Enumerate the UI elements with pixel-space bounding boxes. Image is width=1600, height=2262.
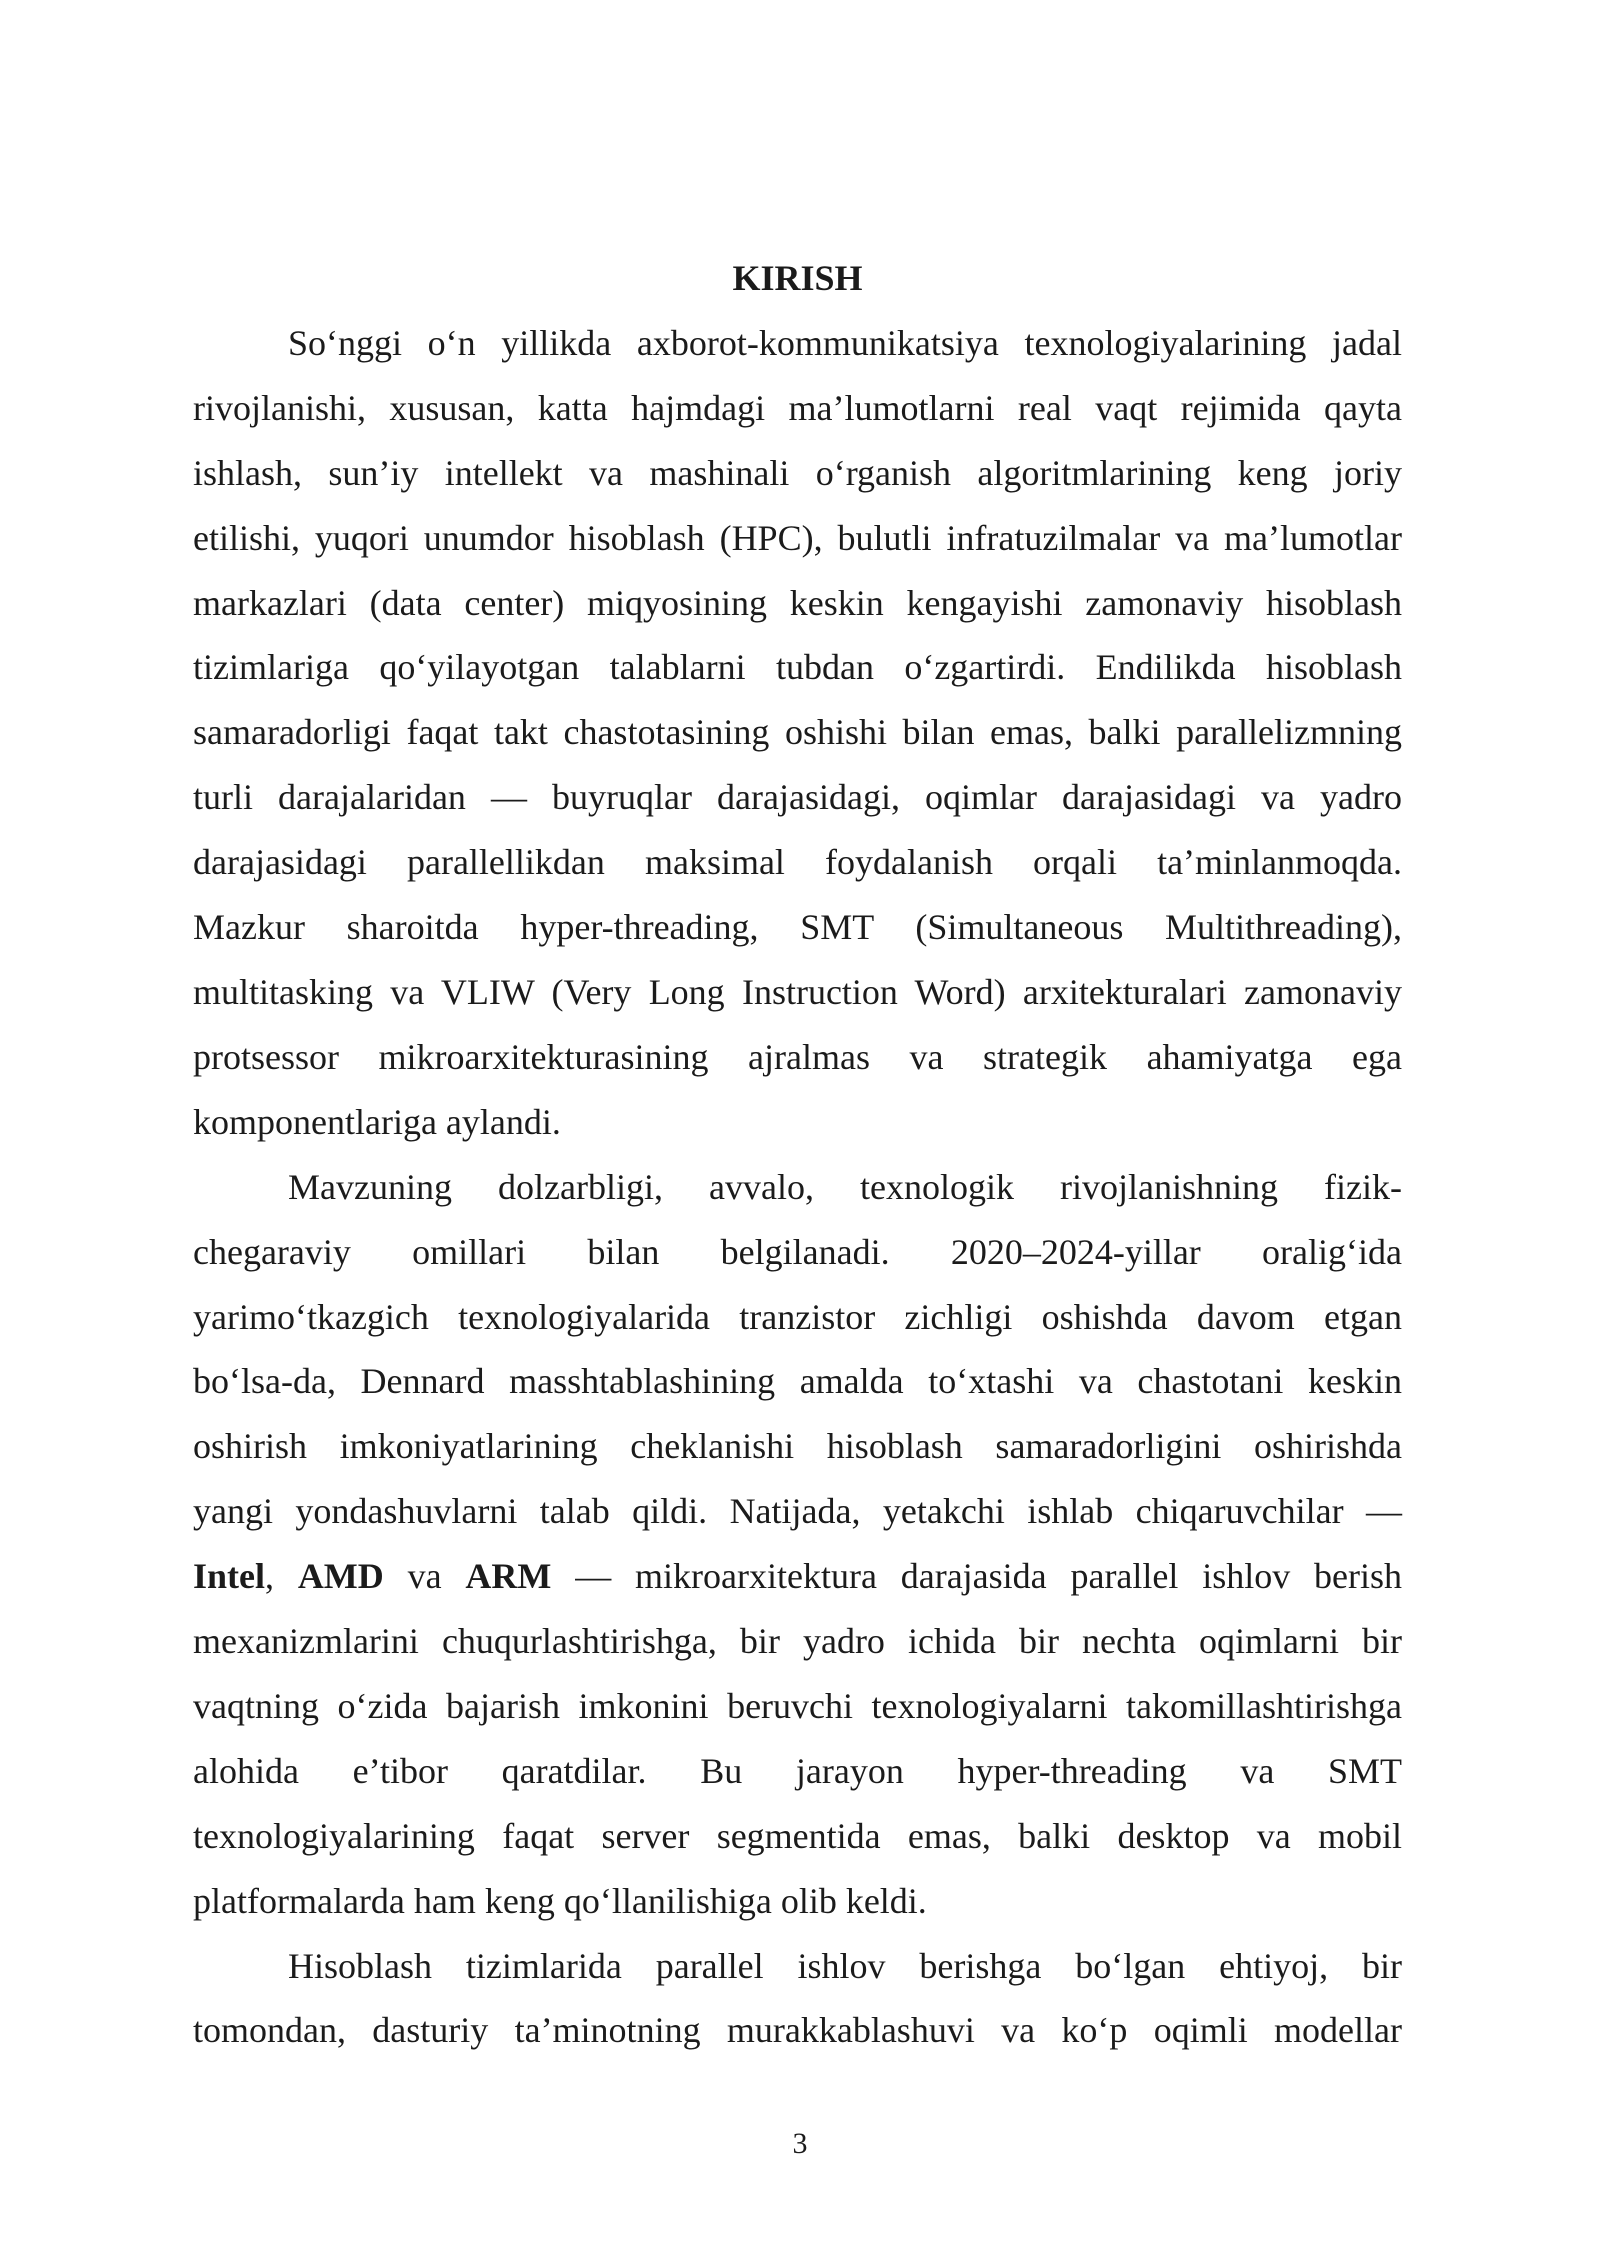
text-line: yarimo‘tkazgich texnologiyalarida tranzistor zichligi oshishda davom etgan (193, 1296, 1402, 1337)
text-line: Mavzuning dolzarbligi, avvalo, texnologik rivojlanishning fizik- (288, 1166, 1402, 1207)
text-line: darajasidagi parallellikdan maksimal foydalanish orqali ta’minlanmoqda. (193, 842, 1402, 883)
text-run: , (265, 1556, 298, 1597)
text-line: etilishi, yuqori unumdor hisoblash (HPC), bulutli infratuzilmalar va ma’lumotlar (193, 517, 1402, 558)
text-line: alohida e’tibor qaratdilar. Bu jarayon hyper-threading va SMT (193, 1750, 1402, 1791)
page-number: 3 (792, 2127, 808, 2160)
text-line: vaqtning o‘zida bajarish imkonini beruvchi texnologiyalarni takomillashtirishga (193, 1685, 1402, 1726)
text-line: rivojlanishi, xususan, katta hajmdagi ma’lumotlarni real vaqt rejimida qayta (193, 387, 1402, 428)
text-line: ishlash, sun’iy intellekt va mashinali o‘rganish algoritmlarining keng joriy (193, 452, 1402, 493)
text-line: Hisoblash tizimlarida parallel ishlov berishga bo‘lgan ehtiyoj, bir (288, 1945, 1402, 1986)
bold-term-arm: ARM (465, 1556, 552, 1597)
text-line: markazlari (data center) miqyosining keskin kengayishi zamonaviy hisoblash (193, 582, 1402, 623)
text-line: texnologiyalarining faqat server segmentida emas, balki desktop va mobil (193, 1815, 1402, 1856)
text-line: chegaraviy omillari bilan belgilanadi. 2020–2024-yillar oralig‘ida (193, 1231, 1402, 1272)
text-run: — mikroarxitektura darajasida parallel ishlov berish (551, 1556, 1403, 1597)
text-line: multitasking va VLIW (Very Long Instruction Word) arxitekturalari zamonaviy (193, 971, 1402, 1012)
text-run: va (383, 1556, 466, 1597)
text-line-with-bold-terms (193, 1544, 1402, 1609)
text-line: komponentlariga aylandi. (193, 1101, 561, 1142)
bold-term-amd: AMD (297, 1556, 384, 1597)
text-line: turli darajalaridan — buyruqlar darajasidagi, oqimlar darajasidagi va yadro (193, 777, 1402, 818)
text-line: bo‘lsa-da, Dennard masshtablashining amalda to‘xtashi va chastotani keskin (193, 1361, 1402, 1402)
text-line: tomondan, dasturiy ta’minotning murakkablashuvi va ko‘p oqimli modellar (193, 2010, 1402, 2051)
text-line: yangi yondashuvlarni talab qildi. Natijada, yetakchi ishlab chiqaruvchilar — (193, 1491, 1402, 1532)
paragraph-2 (193, 1155, 1402, 1934)
text-line: So‘nggi o‘n yillikda axborot-kommunikatsiya texnologiyalarining jadal (288, 322, 1402, 363)
paragraph-3 (193, 1934, 1402, 2064)
text-line: samaradorligi faqat takt chastotasining oshishi bilan emas, balki parallelizmning (193, 712, 1402, 753)
text-line: platformalarda ham keng qo‘llanilishiga olib keldi. (193, 1880, 927, 1921)
text-line: tizimlariga qo‘yilayotgan talablarni tubdan o‘zgartirdi. Endilikda hisoblash (193, 647, 1402, 688)
text-line: mexanizmlarini chuqurlashtirishga, bir yadro ichida bir nechta oqimlarni bir (193, 1621, 1402, 1662)
text-line: protsessor mikroarxitekturasining ajralmas va strategik ahamiyatga ega (193, 1036, 1402, 1077)
text-line: oshirish imkoniyatlarining cheklanishi hisoblash samaradorligini oshirishda (193, 1426, 1402, 1467)
paragraph-1 (193, 311, 1402, 1155)
page-body (193, 246, 1402, 2063)
section-title: KIRISH (732, 258, 863, 298)
text-line: Mazkur sharoitda hyper-threading, SMT (Simultaneous Multithreading), (193, 907, 1402, 948)
bold-term-intel: Intel (193, 1556, 265, 1597)
